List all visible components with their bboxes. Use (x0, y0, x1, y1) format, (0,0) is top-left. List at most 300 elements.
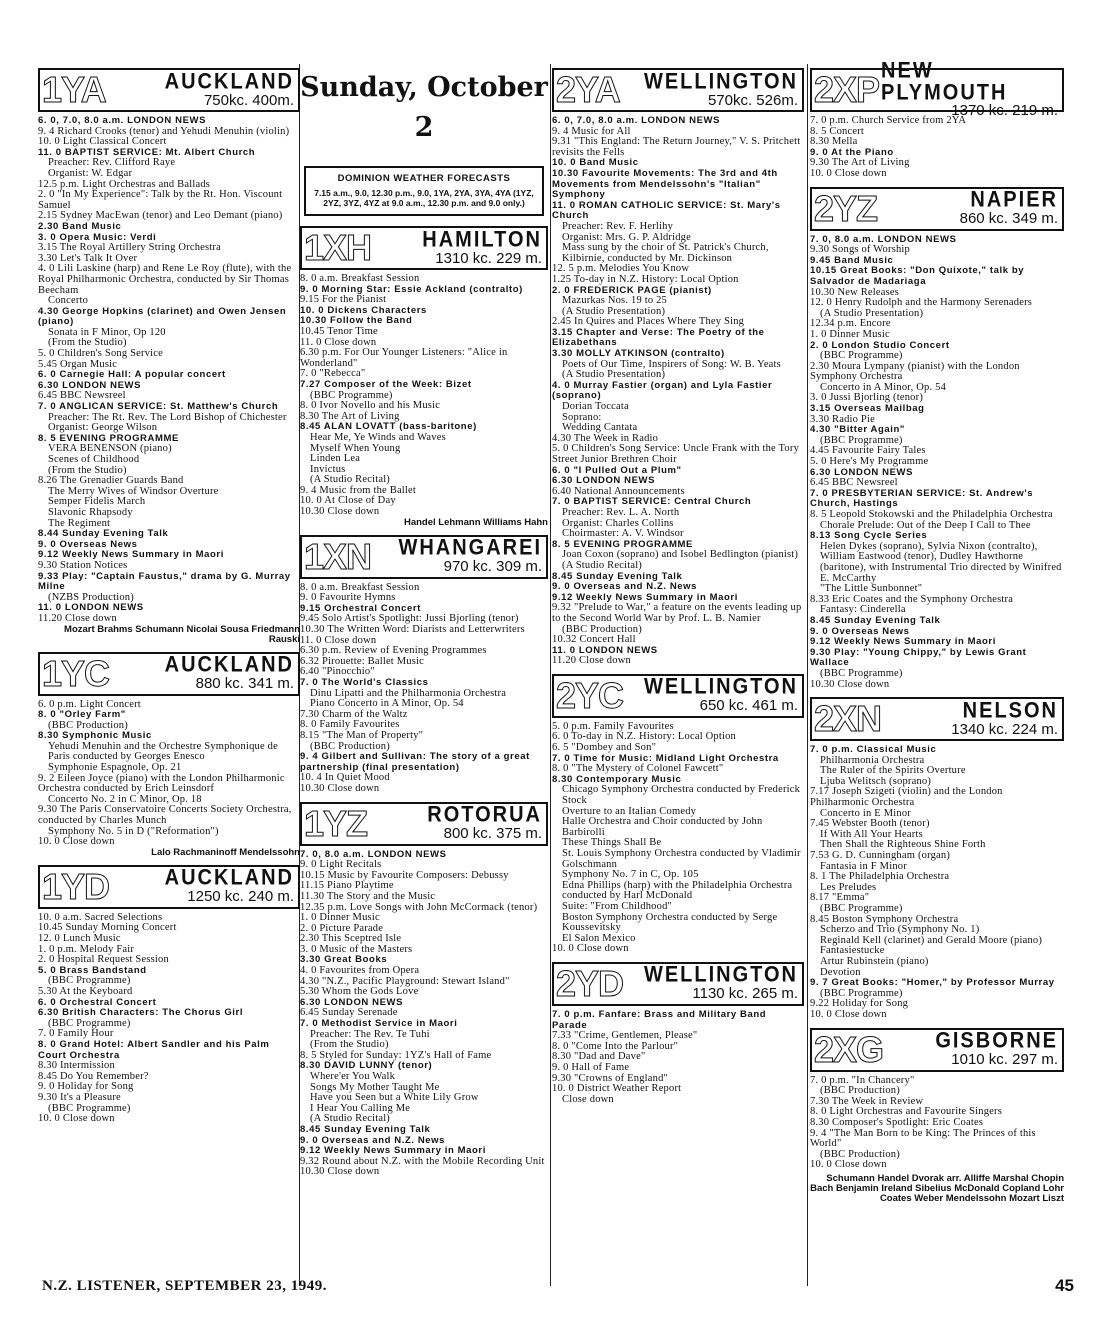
listing-entry: (From the Studio) (48, 337, 127, 349)
listing-entry: Poets of Our Time, Inspirers of Song: W. B. Yeats (562, 358, 781, 370)
listing-entry: 7.17 Joseph Szigeti (violin) and the London Philharmonic Orchestra (810, 786, 1003, 809)
listing-entry: (BBC Production) (562, 623, 642, 635)
listing-entry: 9. 0 Overseas News (38, 538, 138, 550)
listing-entry: 6. 0 To-day in N.Z. History: Local Option (552, 731, 736, 743)
station-frequency: 970 kc. 309 m. (443, 558, 542, 576)
listing-entry: 7. 0 BAPTIST SERVICE: Central Church (552, 496, 752, 508)
listing-entry: (BBC Programme) (48, 1017, 131, 1029)
listing-entry: 4.30 George Hopkins (clarinet) and Owen Jensen (piano) (38, 305, 287, 328)
listing-entry: 10. 4 In Quiet Mood (300, 772, 390, 784)
listing-entry: 9.31 "This England: The Return Journey," V. S. Pritchett revisits the Fells (552, 136, 801, 158)
station-callsign: 1YD (42, 865, 110, 907)
listing-entry: 6. 0 Orchestral Concert (38, 996, 157, 1008)
listing-entry: 8.30 Mella (810, 136, 858, 148)
listing-entry: Fantasia in F Minor (820, 860, 907, 872)
listing-entry: El Salon Mexico (562, 932, 636, 944)
listing-entry: Organist: Mrs. G. P. Aldridge (562, 231, 691, 243)
listing-entry: 8. 0 a.m. Breakfast Session (300, 581, 420, 593)
listing-entry: 6.40 National Announcements (552, 485, 685, 497)
listing-entry: 9.32 Round about N.Z. with the Mobile Recording Unit (300, 1155, 545, 1167)
listing-entry: 12. 0 Henry Rudolph and the Harmony Serenaders (810, 297, 1033, 309)
listing-entry: 10.45 Sunday Morning Concert (38, 922, 177, 934)
listing-entry: 5.45 Organ Music (38, 358, 118, 370)
listing-entry: 8.30 Symphonic Music (38, 730, 152, 742)
listing-entry: 7. 0 p.m. "In Chancery" (810, 1074, 915, 1086)
listing-entry: 8. 5 EVENING PROGRAMME (38, 432, 179, 444)
listing-entry: 8.30 "Dad and Dave" (552, 1051, 646, 1063)
listing-entry: 6. 0, 7.0, 8.0 a.m. LONDON NEWS (38, 115, 207, 126)
station-callsign: 1XH (304, 227, 372, 268)
listing-entry: 8.45 ALAN LOVATT (bass-baritone) (300, 421, 477, 433)
listing-entry: 9.32 "Prelude to War," a feature on the events leading up to the Second World War by Prof. L. B. Namier (552, 602, 802, 624)
listing-entry: Wedding Cantata (562, 422, 638, 434)
listing-entry: 5.30 Whom the Gods Love (300, 986, 419, 998)
composer-list: Mozart Brahms Schumann Nicolai Sousa Friedmann Rauski (64, 623, 300, 645)
station-city: AUCKLAND (164, 652, 294, 678)
listing-entry: Preacher: The Rev. Te Tuhi (310, 1028, 430, 1040)
listing-entry: 5. 0 Here's My Programme (810, 456, 929, 468)
listing-entry: (BBC Programme) (820, 667, 903, 679)
listing-entry: 4.30 "N.Z., Pacific Playground: Stewart Island" (300, 975, 510, 987)
station-frequency: 800 kc. 375 m. (443, 825, 542, 843)
listing-entry: 8.45 Sunday Evening Talk (300, 1123, 431, 1135)
listing-entry: The Regiment (48, 517, 111, 529)
listing-entry: Reginald Kell (clarinet) and Gerald Moore (piano) (820, 934, 1043, 946)
station-frequency: 1370 kc. 219 m. (951, 101, 1058, 119)
listing-entry: 8. 0 Ivor Novello and his Music (300, 400, 441, 412)
listing-entry: 4. 0 Murray Fastier (organ) and Lyla Fastier (soprano) (552, 379, 773, 402)
listing-entry: 9. 7 Great Books: "Homer," by Professor Murray (810, 977, 1055, 989)
listing-entry: Piano Concerto in A Minor, Op. 54 (310, 698, 464, 710)
station-banner-1yc (38, 652, 300, 696)
station-banner-1ya (38, 68, 300, 112)
listing-entry: 9.12 Weekly News Summary in Maori (552, 591, 738, 603)
listing-entry: (A Studio Recital) (310, 474, 391, 486)
listing-entry: Soprano: (562, 411, 602, 423)
listing-entry: 3.30 Let's Talk It Over (38, 252, 138, 264)
listing-entry: 7. 0 PRESBYTERIAN SERVICE: St. Andrew's Church, Hastings (810, 487, 1034, 510)
listing-entry: 9. 0 Overseas News (810, 625, 910, 637)
listing-entry: Dorian Toccata (562, 401, 629, 413)
listing-entry: 2. 0 FREDERICK PAGE (pianist) (552, 284, 712, 296)
listing-entry: 9.12 Weekly News Summary in Maori (810, 636, 996, 648)
listing-entry: Fantasiestucke (820, 945, 885, 957)
listing-entry: Halle Orchestra and Choir conducted by John Barbirolli (562, 816, 763, 838)
listing-entry: 10.30 Close down (810, 678, 890, 690)
station-frequency: 650 kc. 461 m. (699, 697, 798, 715)
listing-entry: Concerto No. 2 in C Minor, Op. 18 (48, 793, 202, 805)
station-callsign: 1YC (42, 652, 110, 694)
weather-title: DOMINION WEATHER FORECASTS (337, 173, 511, 184)
station-city: NAPIER (970, 187, 1058, 213)
listing-entry: 7. 0 p.m. Fanfare: Brass and Military Band Parade (552, 1008, 767, 1031)
listing-entry: 10.30 Close down (300, 1166, 380, 1178)
listing-entry: 7.30 Charm of the Waltz (300, 708, 408, 720)
listing-entry: Helen Dykes (soprano), Sylvia Nixon (contralto), William Eastwood (tenor), Dudley Hawthorne (baritone), with Instrumental Trio directed by Winifred E. McCarthy (820, 540, 1062, 584)
listing-entry: 8.30 Contemporary Music (552, 773, 682, 785)
station-callsign: 2XN (814, 698, 882, 740)
listing-entry: 8.45 Do You Remember? (38, 1070, 149, 1082)
listing-entry: 6.30 LONDON NEWS (38, 379, 142, 391)
listing-entry: Linden Lea (310, 453, 361, 465)
station-banner-2yd (552, 962, 804, 1006)
station-banner-2xn (810, 697, 1064, 741)
listing-entry: 1.25 To-day in N.Z. History: Local Option (552, 273, 739, 285)
listing-entry: Mass sung by the choir of St. Patrick's Church, Kilbirnie, conducted by Mr. Dickinson (562, 242, 769, 264)
listing-entry: 4.30 "Bitter Again" (810, 424, 906, 436)
listing-entry: (BBC Production) (820, 1085, 900, 1097)
listing-entry: Semper Fidelis March (48, 496, 146, 508)
listing-entry: 11.20 Close down (552, 655, 631, 667)
listing-entry: 9.30 Songs of Worship (810, 244, 911, 256)
listing-entry: 8. 0 Grand Hotel: Albert Sandler and his Palm Court Orchestra (38, 1038, 270, 1061)
listing-entry: 8. 0 Light Orchestras and Favourite Singers (810, 1106, 1003, 1118)
listing-entry: Then Shall the Righteous Shine Forth (820, 839, 986, 851)
listing-entry: Slavonic Rhapsody (48, 506, 133, 518)
listing-entry: 8.26 The Grenadier Guards Band (38, 475, 184, 487)
weather-box (304, 166, 544, 216)
listing-entry: 9. 4 Music for All (552, 125, 631, 137)
listing-entry: 3. 0 Jussi Bjorling (tenor) (810, 392, 924, 404)
listing-entry: 8.30 Intermission (38, 1060, 115, 1072)
column-1 (38, 64, 300, 1128)
listing-entry: 11. 0 ROMAN CATHOLIC SERVICE: St. Mary's Church (552, 199, 781, 222)
listing-entry: If With All Your Hearts (820, 828, 923, 840)
listing-entry: 7.33 "Crime, Gentlemen, Please" (552, 1030, 698, 1042)
listing-entry: (BBC Production) (48, 719, 128, 731)
listing-entry: Choirmaster: A. V. Windsor (562, 528, 684, 540)
listing-entry: 11. 0 BAPTIST SERVICE: Mt. Albert Church (38, 146, 256, 158)
station-frequency: 1340 kc. 224 m. (951, 720, 1058, 738)
listing-entry: Preacher: Rev. Clifford Raye (48, 157, 176, 169)
listing-entry: 9.30 The Paris Conservatoire Concerts Society Orchestra, conducted by Charles Munch (38, 804, 292, 827)
listing-entry: 10. 0 Close down (38, 836, 115, 848)
listing-entry: 10. 0 Close down (810, 1008, 887, 1020)
listing-entry: 8. 0 Family Favourites (300, 719, 400, 731)
listing-entry: 12.34 p.m. Encore (810, 318, 891, 330)
listing-entry: 8. 1 The Philadelphia Orchestra (810, 871, 950, 883)
station-city: AUCKLAND (164, 866, 294, 891)
listing-entry: 10. 0 Close down (552, 943, 629, 955)
listing-entry: Symphony No. 7 in C, Op. 105 (562, 869, 699, 881)
listing-entry: 1. 0 Dinner Music (810, 328, 890, 340)
listing-entry: 8.45 Boston Symphony Orchestra (810, 913, 959, 925)
listing-entry: Symphonie Espagnole, Op. 21 (48, 762, 182, 774)
listing-entry: 9.30 Play: "Young Chippy," by Lewis Grant Wallace (810, 646, 1027, 669)
station-city: WELLINGTON (643, 963, 798, 988)
footer: N.Z. LISTENER, SEPTEMBER 23, 1949. (42, 1278, 327, 1294)
listing-entry: 9.30 "Crowns of England" (552, 1072, 669, 1084)
listing-entry: 12.5 p.m. Light Orchestras and Ballads (38, 178, 211, 190)
listing-entry: 6.30 LONDON NEWS (552, 475, 656, 487)
listing-entry: 11.15 Piano Playtime (300, 880, 394, 892)
listing-entry: 8. 0 "Orley Farm" (38, 709, 126, 721)
listing-entry: 3.15 Overseas Mailbag (810, 403, 925, 415)
listing-entry: 10. 0 Close down (38, 1113, 115, 1125)
listing-entry: 6.40 "Pinocchio" (300, 666, 375, 678)
composer-list: Handel Lehmann Williams Hahn (403, 516, 548, 528)
listing-entry: Organist: Charles Collins (562, 517, 674, 529)
station-city: HAMILTON (422, 227, 542, 252)
listing-entry: 3.30 Radio Pie (810, 413, 875, 425)
page-number: 45 (1055, 1276, 1074, 1295)
listing-entry: 3. 0 Opera Music: Verdi (38, 231, 157, 243)
listing-entry: 6.30 LONDON NEWS (810, 466, 914, 478)
listing-entry: Symphony No. 5 in D ("Reformation") (48, 825, 219, 837)
station-callsign: 1XN (304, 535, 372, 577)
listing-entry: Devotion (820, 966, 861, 978)
station-callsign: 1YZ (304, 802, 368, 844)
listing-entry: 3.15 Chapter and Verse: The Poetry of the Elizabethans (552, 326, 765, 349)
station-banner-1xn (300, 535, 548, 579)
station-callsign: 1YA (42, 69, 106, 110)
listing-entry: 11.20 Close down (38, 612, 117, 624)
listing-entry: The Merry Wives of Windsor Overture (48, 485, 219, 497)
listing-entry: 8.17 "Emma" (810, 892, 870, 904)
listing-entry: 5.30 At the Keyboard (38, 985, 133, 997)
listing-entry: 10.30 New Releases (810, 286, 900, 298)
listing-entry: 9. 4 "The Man Born to be King: The Princes of this World" (810, 1127, 1036, 1150)
listing-entry: 9. 4 Richard Crooks (tenor) and Yehudi Menuhin (violin) (38, 125, 290, 137)
listing-entry: 8. 5 Concert (810, 125, 865, 137)
listing-entry: These Things Shall Be (562, 837, 662, 849)
listing-entry: 8.45 Sunday Evening Talk (552, 570, 683, 582)
listing-entry: 11. 0 LONDON NEWS (552, 644, 658, 656)
listing-entry: (BBC Programme) (48, 975, 131, 987)
column-4 (810, 58, 1064, 1204)
station-city: NEW PLYMOUTH (881, 58, 1008, 105)
listing-entry: Philharmonia Orchestra (820, 754, 925, 766)
listing-entry: 4. 0 Lili Laskine (harp) and Rene Le Roy (flute), with the Royal Philharmonic Orchestra, conducted by Sir Thomas Beecham (38, 263, 292, 296)
listing-entry: 10. 0 Dickens Characters (300, 304, 427, 316)
listing-entry: 9.30 It's a Pleasure (38, 1091, 121, 1103)
listing-entry: (BBC Programme) (820, 903, 903, 914)
listing-entry: 2.15 Sydney MacEwan (tenor) and Leo Demant (piano) (38, 210, 283, 222)
listing-entry: 9.30 Station Notices (38, 559, 128, 571)
listing-entry: 2. 0 London Studio Concert (810, 339, 950, 351)
listing-entry: 8.45 Sunday Evening Talk (810, 614, 941, 626)
listing-entry: 10.30 Close down (300, 506, 380, 518)
station-city: GISBORNE (935, 1028, 1058, 1054)
listing-entry: 9. 0 Light Recitals (300, 859, 382, 871)
listing-entry: Ljuba Welitsch (soprano) (820, 775, 932, 787)
listing-entry: 11.30 The Story and the Music (300, 890, 436, 902)
listing-entry: 9. 2 Eileen Joyce (piano) with the London Philharmonic Orchestra conducted by Erich Leinsdorf (38, 772, 285, 795)
listing-entry: 8.44 Sunday Evening Talk (38, 528, 169, 540)
listing-entry: 11. 0 LONDON NEWS (38, 602, 144, 614)
listing-entry: (NZBS Production) (48, 591, 134, 603)
listing-entry: 5. 0 p.m. Family Favourites (552, 720, 674, 732)
listing-entry: 10.30 Close down (300, 782, 380, 794)
listing-entry: 8.13 Song Cycle Series (810, 530, 928, 542)
listing-entry: Artur Rubinstein (piano) (820, 955, 929, 967)
listing-entry: 8.15 "The Man of Property" (300, 729, 424, 741)
listing-entry: 9. 0 Overseas and N.Z. News (300, 1134, 446, 1146)
listing-entry: Boston Symphony Orchestra conducted by Serge Koussevitsky (562, 911, 778, 934)
listing-entry: VERA BENENSON (piano) (48, 443, 172, 455)
station-frequency: 1250 kc. 240 m. (187, 888, 294, 906)
listing-entry: 3.30 MOLLY ATKINSON (contralto) (552, 348, 725, 360)
station-city: NELSON (962, 698, 1058, 723)
listing-entry: 5. 0 Children's Song Service (38, 348, 164, 360)
listing-entry: 8.33 Eric Coates and the Symphony Orchestra (810, 593, 1014, 605)
listing-entry: 1. 0 Dinner Music (300, 912, 380, 924)
listing-entry: Organist: W. Edgar (48, 167, 133, 179)
station-city: WELLINGTON (643, 69, 798, 94)
listing-entry: The Ruler of the Spirits Overture (820, 765, 966, 777)
listing-entry: Scenes of Childhood (48, 454, 140, 465)
listing-entry: 6.30 p.m. For Our Younger Listeners: "Alice in Wonderland" (300, 347, 508, 369)
listing-entry: 7. 0 "Rebecca" (300, 368, 366, 380)
listing-entry: I Hear You Calling Me (310, 1102, 411, 1114)
listing-entry: (A Studio Recital) (562, 559, 643, 571)
listing-entry: 3. 0 Music of the Masters (300, 943, 413, 955)
listing-entry: 10.32 Concert Hall (552, 634, 636, 646)
listing-entry: 10.30 The Written Word: Diarists and Letterwriters (300, 624, 525, 636)
listing-entry: Chorale Prelude: Out of the Deep I Call to Thee (820, 519, 1031, 531)
station-banner-1xh (300, 226, 548, 270)
listing-entry: 2.30 Moura Lympany (pianist) with the London Symphony Orchestra (810, 360, 1020, 383)
listing-entry: Songs My Mother Taught Me (310, 1081, 440, 1093)
listing-entry: Fantasy: Cinderella (820, 604, 906, 616)
listing-entry: (BBC Programme) (820, 434, 903, 446)
listing-entry: St. Louis Symphony Orchestra conducted by Vladimir Golschmann (562, 848, 801, 870)
listing-entry: 9. 0 Hall of Fame (552, 1061, 630, 1073)
station-callsign: 2YC (556, 674, 624, 716)
listing-entry: Preacher: The Rt. Rev. The Lord Bishop of Chichester (48, 411, 287, 423)
listing-entry: 6. 0 p.m. Light Concert (38, 698, 141, 710)
listing-entry: 6.30 British Characters: The Chorus Girl (38, 1007, 244, 1019)
listing-entry: 4.30 The Week in Radio (552, 432, 659, 444)
listing-entry: 9.45 Solo Artist's Spotlight: Jussi Bjorling (tenor) (300, 613, 519, 625)
listing-entry: 10.30 Favourite Movements: The 3rd and 4th Movements from Mendelssohn's "Italian" Symphony (552, 167, 778, 201)
listing-entry: 9.30 The Art of Living (810, 157, 910, 169)
station-banner-2xp (810, 58, 1064, 119)
listing-entry: 6.45 BBC Newsreel (38, 390, 126, 402)
listing-entry: 2. 0 Picture Parade (300, 922, 384, 934)
listing-entry: (BBC Programme) (820, 350, 903, 362)
listing-entry: Concerto in A Minor, Op. 54 (820, 381, 947, 393)
station-frequency: 570kc. 526m. (707, 91, 798, 109)
listing-entry: Concerto (48, 295, 89, 307)
listing-entry: 7. 0 Family Hour (38, 1028, 114, 1040)
listing-entry: 12.35 p.m. Love Songs with John McCormack (tenor) (300, 901, 538, 913)
listing-entry: 10. 0 District Weather Report (552, 1083, 682, 1095)
listing-entry: (A Studio Presentation) (820, 307, 924, 319)
listing-entry: 8.30 Composer's Spotlight: Eric Coates (810, 1116, 984, 1128)
listing-entry: Mazurkas Nos. 19 to 25 (562, 295, 668, 307)
listing-entry: 9. 4 Gilbert and Sullivan: The story of a great partnership (final presentation) (300, 751, 530, 773)
station-city: WELLINGTON (643, 675, 798, 700)
listing-entry: (BBC Programme) (820, 987, 903, 999)
listing-entry: 8. 5 EVENING PROGRAMME (552, 538, 693, 550)
listing-entry: 1. 0 p.m. Melody Fair (38, 943, 135, 955)
station-frequency: 1010 kc. 297 m. (951, 1051, 1058, 1069)
listing-entry: Invictus (310, 463, 346, 475)
listing-entry: 8. 5 Styled for Sunday: 1YZ's Hall of Fame (300, 1049, 492, 1061)
listing-entry: 9.12 Weekly News Summary in Maori (300, 1145, 486, 1157)
listing-entry: 5. 0 Brass Bandstand (38, 964, 147, 976)
listing-entry: 10. 0 a.m. Sacred Selections (38, 911, 163, 923)
listing-entry: 3.15 The Royal Artillery String Orchestra (38, 242, 221, 254)
listing-entry: 7. 0 Methodist Service in Maori (300, 1018, 458, 1030)
listing-entry: (BBC Programme) (48, 1102, 131, 1114)
listing-entry: 9. 0 At the Piano (810, 146, 894, 158)
listing-entry: 10. 0 Close down (810, 167, 887, 179)
weather-text: 7.15 a.m., 9.0, 12.30 p.m., 9.0, 1YA, 2YA, 3YA, 4YA (1YZ, 2YZ, 3YZ, 4YZ at 9.0 a.m., 12.30 p.m. and 9.0 only.) (314, 188, 534, 208)
listing-entry: 3.30 Great Books (300, 954, 388, 966)
listing-entry: 2.30 Band Music (38, 220, 122, 232)
listing-entry: 8. 0 "The Mystery of Colonel Fawcett" (552, 763, 724, 775)
station-city: ROTORUA (427, 802, 542, 828)
listing-entry: 9.15 Orchestral Concert (300, 602, 421, 614)
listing-entry: 6.30 p.m. Review of Evening Programmes (300, 645, 487, 657)
listing-entry: 2.30 This Sceptred Isle (300, 933, 402, 945)
listing-entry: 6. 0, 7.0, 8.0 a.m. LONDON NEWS (552, 115, 721, 126)
listing-entry: 8. 0 "Come Into the Parlour" (552, 1040, 679, 1052)
listing-entry: 7. 0, 8.0 a.m. LONDON NEWS (810, 233, 957, 245)
listing-entry: Chicago Symphony Orchestra conducted by Frederick Stock (562, 784, 801, 807)
listing-entry: 2.45 In Quires and Places Where They Sing (552, 316, 745, 328)
listing-entry: 7. 0 The World's Classics (300, 677, 429, 688)
listing-entry: Preacher: Rev. L. A. North (562, 506, 680, 518)
listing-entry: 7. 0 Time for Music: Midland Light Orchestra (552, 752, 779, 764)
listing-entry: 10. 0 Light Classical Concert (38, 136, 167, 148)
station-callsign: 2YD (556, 962, 624, 1004)
page-title: Sunday, October 2 (300, 72, 548, 143)
listing-entry: 4. 0 Favourites from Opera (300, 965, 420, 977)
listing-entry: (A Studio Presentation) (562, 305, 666, 317)
listing-entry: 9. 0 Favourite Hymns (300, 592, 396, 604)
listing-entry: Overture to an Italian Comedy (562, 805, 697, 817)
listing-entry: 10. 0 Band Music (552, 157, 639, 169)
listing-entry: "The Little Sunbonnet" (820, 583, 923, 595)
listing-entry: 7.53 G. D. Cunningham (organ) (810, 850, 951, 862)
listing-entry: Concerto in E Minor (820, 807, 911, 819)
station-frequency: 750kc. 400m. (203, 91, 294, 109)
column-2-header (300, 64, 548, 1181)
station-callsign: 2XG (814, 1028, 884, 1070)
station-city: AUCKLAND (164, 69, 294, 94)
station-banner-1yz (300, 802, 548, 846)
listing-entry: (From the Studio) (310, 1039, 389, 1051)
listing-entry: 6. 0 Carnegie Hall: A popular concert (38, 369, 226, 381)
listing-entry: 6.30 LONDON NEWS (300, 996, 404, 1008)
station-banner-2ya (552, 68, 804, 112)
listing-entry: 8.30 The Art of Living (300, 410, 400, 422)
listing-entry: 6.45 Sunday Serenade (300, 1007, 398, 1019)
listing-entry: 8. 0 a.m. Breakfast Session (300, 273, 420, 284)
listing-entry: 9.15 For the Pianist (300, 294, 387, 306)
station-banner-2yz (810, 187, 1064, 231)
listing-entry: Preacher: Rev. F. Herlihy (562, 220, 674, 232)
listing-entry: 6. 0 "I Pulled Out a Plum" (552, 464, 682, 476)
listing-entry: Have you Seen but a White Lily Grow (310, 1092, 479, 1104)
listing-entry: Yehudi Menuhin and the Orchestre Symphonique de Paris conducted by Georges Enesco (48, 740, 278, 763)
listing-entry: (BBC Programme) (310, 389, 393, 401)
listing-entry: 10. 0 At Close of Day (300, 495, 396, 507)
station-frequency: 1310 kc. 229 m. (435, 249, 542, 267)
listing-entry: 12. 5 p.m. Melodies You Know (552, 263, 690, 275)
listing-entry: 9. 0 Overseas and N.Z. News (552, 581, 698, 593)
listing-entry: 9. 0 Morning Star: Essie Ackland (contralto) (300, 283, 523, 295)
listing-entry: Where'er You Walk (310, 1071, 396, 1082)
composer-list: Lalo Rachmaninoff Mendelssohn (151, 846, 300, 858)
listing-entry: 4.45 Favourite Fairy Tales (810, 445, 926, 457)
listing-entry: Les Preludes (820, 881, 877, 893)
station-city: WHANGAREI (398, 536, 542, 561)
listing-entry: 7. 0 ANGLICAN SERVICE: St. Matthew's Church (38, 401, 279, 413)
